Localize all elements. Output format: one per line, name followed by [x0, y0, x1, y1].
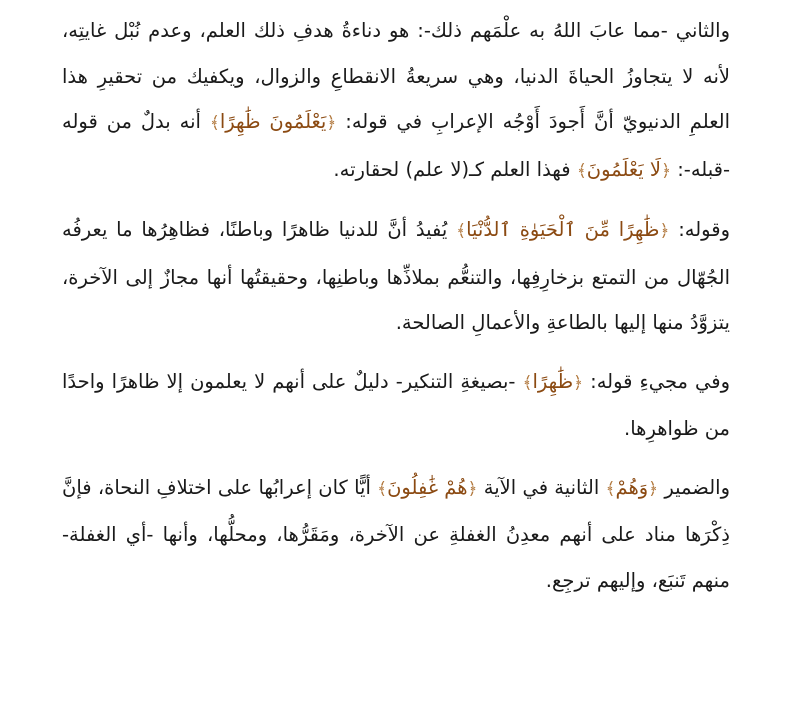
paragraph-text: والثاني -مما عابَ اللهُ به علْمَهم ذلك-: هو دناءةُ هدفِ ذلك العلم، وعدم نُبْل غايتِه، لأنه لا يتجاوزُ الحياةَ الدنيا، وهي سريعةُ الانقطاعِ والزوال، ويكفيك من تحقيرِ هذا العلمِ الدنيويّ أنَّ أَجودَ أَوْجُه الإعرابِ في قوله:: [62, 19, 730, 133]
verse-open-ornament-icon: ﴿: [648, 478, 659, 499]
verse-close-ornament-icon: ﴾: [377, 478, 388, 499]
quran-verse: [522, 370, 583, 393]
verse-close-ornament-icon: ﴾: [209, 113, 220, 133]
paragraph-text: وفي مجيءِ قوله:: [583, 369, 730, 393]
quran-verse: [606, 476, 659, 499]
paragraph: [62, 359, 730, 452]
paragraph-text: فهذا العلم كـ(لا علم) لحقارته.: [333, 157, 577, 181]
paragraph-text: يُفيدُ أنَّ للدنيا ظاهرًا وباطنًا، فظاهِرُها ما يعرفُه الجُهّال من التمتع بزخارِفِها، والتنعُّم بملاذِّها وباطنِها، وحقيقتُها أنها مجازٌ إلى الآخرة، يتزوَّدُ منها إليها بالطاعةِ والأعمالِ الصالحة.: [62, 218, 730, 334]
verse-text: يَعْلَمُونَ ظَٰهِرًا: [219, 110, 327, 133]
quran-verse: [456, 218, 669, 241]
paragraph: [62, 207, 730, 346]
paragraph-text: أنه بدلٌ من قوله -قبله-:: [62, 110, 730, 181]
quran-verse: [210, 110, 337, 133]
verse-close-ornament-icon: ﴾: [456, 221, 467, 241]
paragraph-text: -بصيغةِ التنكير- دليلٌ على أنهم لا يعلمون إلا ظاهرًا واحدًا من ظواهرِها.: [62, 369, 730, 440]
verse-open-ornament-icon: ﴿: [326, 113, 337, 133]
quran-verse: [577, 158, 671, 181]
verse-open-ornament-icon: ﴿: [467, 478, 478, 499]
verse-text: ظَٰهِرًا مِّنَ ٱلْحَيَوٰةِ ٱلدُّنْيَا: [466, 218, 660, 241]
verse-open-ornament-icon: ﴿: [659, 221, 670, 241]
verse-text: وَهُمْ: [615, 475, 649, 499]
verse-open-ornament-icon: ﴿: [573, 372, 584, 393]
paragraph-text: الثانية في الآية: [477, 475, 606, 499]
verse-close-ornament-icon: ﴾: [605, 478, 616, 499]
paragraph: [62, 8, 730, 194]
verse-text: ظَٰهِرًا: [532, 369, 574, 393]
verse-text: لَا يَعْلَمُونَ: [586, 157, 662, 181]
verse-close-ornament-icon: ﴾: [576, 160, 587, 181]
verse-close-ornament-icon: ﴾: [522, 372, 533, 393]
quran-verse: [377, 476, 477, 499]
paragraph-text: وقوله:: [669, 218, 730, 241]
paragraph: [62, 465, 730, 604]
paragraph-text: والضمير: [658, 475, 730, 499]
verse-text: هُمْ غَٰفِلُونَ: [387, 475, 468, 499]
paragraph-text: أيًّا كان إعرابُها على اختلافِ النحاة، فإنَّ ذِكْرَها مناد على أنهم معدِنُ الغفلةِ عن الآخرة، ومَقَرُّها، ومحلُّها، وأنها -أي الغفلة- منهم تَنبَع، وإليهم ترجِع.: [62, 475, 730, 592]
verse-open-ornament-icon: ﴿: [661, 160, 672, 181]
